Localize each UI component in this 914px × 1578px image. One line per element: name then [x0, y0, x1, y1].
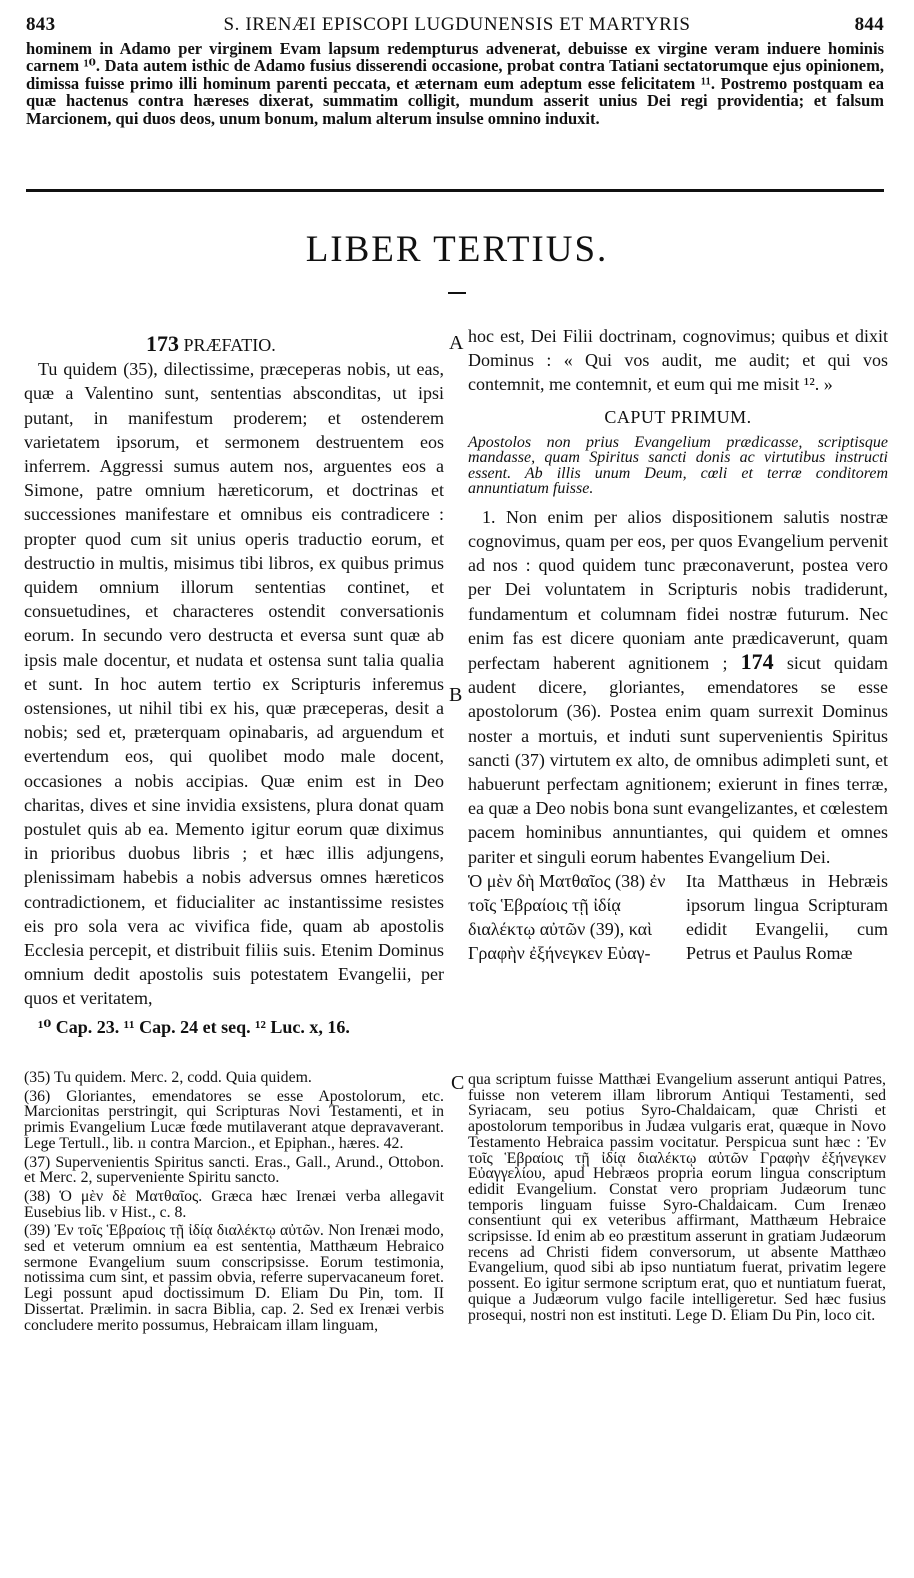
running-title: S. IRENÆI EPISCOPI LUGDUNENSIS ET MARTYRIS [223, 14, 691, 35]
paragraph-text-2: sicut quidam audent dicere, gloriantes, emendatores se esse apostolorum (36). Postea enim quam surrexit Dominus noster a mortuis, et induti sunt supervenientis Spiritus sancti (37) virtutem ex alto, de omnibus adimpleti sunt, et habuerunt perfectam agnitionem; exierunt in fines terræ, ea quæ a Deo nobis bona sunt evangelizantes, et cœlestem pacem hominibus annuntiantes, qui quidem et omnes pariter et singuli eorum habentes Evangelium Dei. [468, 653, 888, 867]
footnote-35: (35) Tu quidem. Merc. 2, codd. Quia quidem. [24, 1069, 312, 1086]
left-column [24, 332, 444, 1039]
margin-letter-c: C [451, 1072, 465, 1094]
preface-heading [24, 332, 444, 357]
folio-number-173: 173 [146, 331, 179, 356]
footnote-39: (39) Ἐν τοῖς Ἑβραίοις τῇ ἰδίᾳ διαλέκτῳ αὐτῶν. Non Irenæi modo, sed et veterum omnium ea est sententia, Matthæum Hebraico sermone Evangelium suum conscripsisse. Eorum testimonia, notissima cum sint, et passim obvia, referre supervacaneum foret. Legi possunt apud doctissimum D. Eliam Du Pin, tom. II Dissertat. Prælimin. in sacra Biblia, cap. 2. Sed ex Irenæi verbis concludere merito possumus, Hebraicam illam linguam, [24, 1222, 444, 1334]
footnote-37: (37) Supervenientis Spiritus sancti. Eras., Gall., Arund., Ottobon. et Merc. 2, superveniente Spiritu sancto. [24, 1153, 444, 1187]
chapter-heading: CAPUT PRIMUM. [604, 406, 752, 427]
preface-text: Tu quidem (35), dilectissime, præceperas nobis, ut eas, quæ a Valentino sunt, sententias absconditas, ut ipsi putant, in manifestum proderem; et ostenderem varietatem ipsorum, et sermonem destruentem eos inferrem. Aggressi sumus autem nos, arguentes eos a Simone, patre omnium hæreticorum, et doctrinas et successiones manifestare et omnibus eis contradicere : propter quod cum sit unius operis traductio eorum, et destructio in multis, misimus tibi libros, ex quibus primus quidem omnium illorum sententias continet, et consuetudines, et characteres ostendit conversationis eorum. In secundo vero destructa et eversa sunt quæ ab ipsis male docentur, et nudata et ostensa sunt talia qualia et sunt. In hoc autem tertio ex Scripturis inferemus ostensiones, ut nihil tibi ex his, quæ præceperas, desit a nobis; sed et, præterquam opinabaris, ad arguendum et evertendum eos, qui quolibet modo male docent, occasiones a nobis accipias. Quæ enim est in Deo charitas, dives et sine invidia exsistens, plura donat quam postulet quis ab ea. Memento igitur eorum quæ diximus in prioribus duobus libris ; et hæc illis adjungens, plenissimam habebis a nobis adversus omnes hæreticos contradictionem, et fiducialiter ac instantissime resistes eis pro sola vera ac vivifica fide, quam ab apostolis Ecclesia percepit, et distribuit filiis suis. Etenim Dominus omnium dedit apostolis suis potestatem Evangelii, per quos et veritatem, [24, 359, 444, 1009]
page-number-left: 843 [26, 14, 56, 35]
right-column [468, 324, 888, 966]
parallel-text [468, 869, 888, 966]
footnote-36: (36) Gloriantes, emendatores se esse Apostolorum, etc. Marcionitas perstringit, qui Scripturas Novi Testamenti, et in primis Evangelium Lucæ fœde mutilaverant atque depravaverant. Lege Tertull., lib. ıı contra Marcion., et Epiphan., hæres. 42. [24, 1087, 444, 1152]
latin-text: Ita Matthæus in Hebræis ipsorum lingua Scripturam edidit Evangelii, cum Petrus et Paulus Romæ [686, 870, 888, 964]
margin-letter-b: B [449, 684, 463, 706]
chapter-paragraph [468, 505, 888, 869]
greek-text: Ὁ μὲν δὴ Ματθαῖος (38) ἐν τοῖς Ἑβραίοις τῇ ἰδίᾳ διαλέκτῳ αὐτῶν (39), καὶ Γραφὴν ἐξήνεγκεν Εὐαγ- [468, 870, 666, 964]
book-title: LIBER TERTIUS. [305, 229, 609, 270]
preface-title: PRÆFATIO. [183, 335, 276, 355]
title-dash [448, 292, 466, 294]
chapter-summary: Apostolos non prius Evangelium prædicasse, scriptisque mandasse, quam Spiritus sancti donis ac virtutibus instructi essent. Ab illis unum Deum, cœli et terræ conditorem annuntiatum fuisse. [468, 433, 888, 498]
intro-summary: hominem in Adamo per virginem Evam lapsum redempturus advenerat, debuisse ex virgine veram induere hominis carnem ¹⁰. Data autem isthic de Adamo fusius disserendi occasione, probat contra Tatiani sectatorumque ejus opinionem, dimissa fuisse primo illi hominum parenti peccata, et æternam eum adeptum esse felicitatem ¹¹. Postremo postquam ea quæ hactenus contra hæreses dixerat, summatim colligit, mundum asserit unius Dei regi providentia; et falsum Marcionem, qui duos deos, unum bonum, malum alterum insulse omnino induxit. [26, 39, 884, 128]
footnotes-right: qua scriptum fuisse Matthæi Evangelium asserunt antiqui Patres, fuisse non veterem illam librorum Antiqui Testamenti, sed Syriacam, seu potius Syro-Chaldaicam, quæ Christi et apostolorum temporibus in Judæa vulgaris erat, quæque in Novo Testamento Hebraica passim vocitatur. Perspicua sunt hæc : Ἐν τοῖς Ἑβραίοις τῇ ἰδίᾳ διαλέκτῳ αὐτῶν Γραφὴν ἐξήνεγκεν Εὐαγγελίου, apud Hebræos propria eorum lingua conscriptum edidit Evangelium. Constat vero propriam Judæorum tunc temporis linguam fuisse Syro-Chaldaicam. Cum Irenæo consentiunt qui ex veteribus affirmant, Matthæum Hebraice scripsisse. Id enim ab eo præstitum asserunt in gratiam Judæorum recens ad Christi fidem conversorum, ut absente Matthæo Evangelium, quod sibi ab ipso nuntiatum fuerat, privatim legere possent. Eo igitur sermone scriptum erat, quo et nuntiatum fuerat, quique a Judæorum vulgo facile intelligeretur. Sed hæc fusius prosequi, nostri non est instituti. Lege D. Eliam Du Pin, loco cit. [468, 1071, 886, 1324]
paragraph-number: 1. [482, 506, 496, 527]
footnote-38: (38) Ὁ μὲν δὲ Ματθαῖος. Græca hæc Irenæi verba allegavit Eusebius lib. v Hist., c. 8. [24, 1187, 444, 1221]
page-number-right: 844 [854, 14, 884, 35]
paragraph-text-1: Non enim per alios dispositionem salutis nostræ cognovimus, quam per eos, per quos Evangelium pervenit ad nos : quod quidem tunc præconaverunt, postea vero per Dei voluntatem in Scripturis nobis tradiderunt, fundamentum et columnam fidei nostræ futurum. Nec enim fas est dicere quoniam ante prædicaverunt, quam perfectam haberent agnitionem ; [468, 506, 889, 674]
scripture-references: ¹⁰ Cap. 23. ¹¹ Cap. 24 et seq. ¹² Luc. x, 16. [38, 1016, 350, 1037]
section-divider [26, 189, 884, 192]
margin-letter-a: A [449, 332, 464, 354]
preface-continuation: hoc est, Dei Filii doctrinam, cognovimus; quibus et dixit Dominus : « Qui vos audit, me audit; et qui vos contemnit, me contemnit, et eum qui me misit ¹². » [468, 326, 888, 395]
footnotes-left [24, 1070, 444, 1336]
folio-number-174: 174 [740, 649, 774, 675]
